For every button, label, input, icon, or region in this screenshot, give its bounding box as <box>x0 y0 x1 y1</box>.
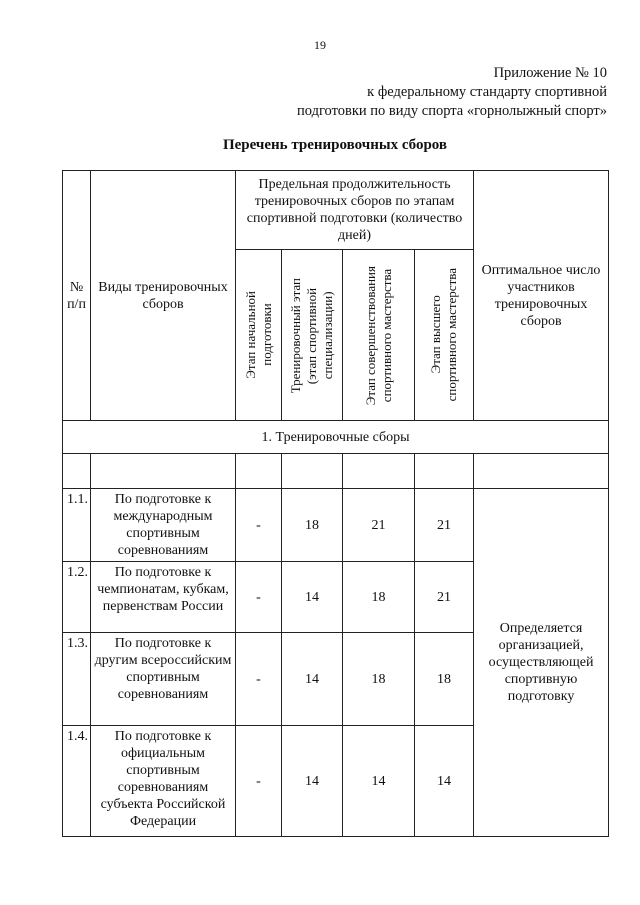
row-stage-3: 14 <box>343 726 415 837</box>
row-stage-4: 21 <box>415 562 474 633</box>
header-stage-3-line-1: Этап совершенствования <box>362 265 378 405</box>
row-stage-4: 21 <box>415 489 474 562</box>
header-kind: Виды тренировочных сборов <box>91 171 236 421</box>
header-stage-4-line-1: Этап высшего <box>428 296 444 375</box>
header-stage-1-line-1: Этап начальной <box>242 291 258 379</box>
spacer-cell <box>236 454 282 489</box>
spacer-cell <box>343 454 415 489</box>
appendix-line-2: к федеральному стандарту спортивной <box>367 84 607 100</box>
row-kind: По подготовке к официальным спортивным соревнованиям субъекта Российской Федерации <box>91 726 236 837</box>
spacer-cell <box>282 454 343 489</box>
row-stage-3: 21 <box>343 489 415 562</box>
row-stage-1: - <box>236 562 282 633</box>
appendix-line-1: Приложение № 10 <box>493 65 607 81</box>
row-stage-1: - <box>236 633 282 726</box>
appendix-line-3: подготовки по виду спорта «горнолыжный спорт» <box>297 103 607 119</box>
appendix-header <box>297 64 607 121</box>
row-stage-2: 18 <box>282 489 343 562</box>
row-stage-3: 18 <box>343 562 415 633</box>
header-stage-3-line-2: спортивного мастерства <box>378 268 394 402</box>
row-stage-2: 14 <box>282 562 343 633</box>
spacer-cell <box>91 454 236 489</box>
row-stage-4: 18 <box>415 633 474 726</box>
table-row <box>63 489 609 562</box>
section-title: 1. Тренировочные сборы <box>63 421 609 454</box>
header-stage-1 <box>236 250 282 421</box>
spacer-cell <box>415 454 474 489</box>
spacer-row <box>63 454 609 489</box>
header-stage-2-line-2: (этап спортивной <box>304 287 319 384</box>
header-stage-4-line-2: спортивного мастерства <box>444 268 460 402</box>
header-duration: Предельная продолжительность тренировочных сборов по этапам спортивной подготовки (количество дней) <box>236 171 474 250</box>
header-stage-1-line-2: подготовки <box>258 303 274 367</box>
row-kind: По подготовке к международным спортивным соревнованиям <box>91 489 236 562</box>
header-stage-2 <box>282 250 343 421</box>
header-stage-4 <box>415 250 474 421</box>
row-kind: По подготовке к чемпионатам, кубкам, первенствам России <box>91 562 236 633</box>
row-stage-3: 18 <box>343 633 415 726</box>
row-num: 1.4. <box>63 726 91 837</box>
row-stage-1: - <box>236 726 282 837</box>
row-stage-2: 14 <box>282 726 343 837</box>
row-kind: По подготовке к другим всероссийским спортивным соревнованиям <box>91 633 236 726</box>
row-stage-1: - <box>236 489 282 562</box>
row-num: 1.3. <box>63 633 91 726</box>
header-row-1 <box>63 171 609 250</box>
optimal-value: Определяется организацией, осуществляющей спортивную подготовку <box>474 489 609 837</box>
spacer-cell <box>474 454 609 489</box>
row-num: 1.1. <box>63 489 91 562</box>
header-num: № п/п <box>63 171 91 421</box>
spacer-cell <box>63 454 91 489</box>
header-stage-3 <box>343 250 415 421</box>
document-title: Перечень тренировочных сборов <box>222 137 448 153</box>
section-row <box>63 421 609 454</box>
row-stage-2: 14 <box>282 633 343 726</box>
header-optimal: Оптимальное число участников тренировочных сборов <box>474 171 609 421</box>
header-stage-2-line-3: специализации) <box>320 291 335 380</box>
page-number: 19 <box>314 38 326 52</box>
row-stage-4: 14 <box>415 726 474 837</box>
training-camps-table <box>62 170 609 837</box>
row-num: 1.2. <box>63 562 91 633</box>
header-stage-2-line-1: Тренировочный этап <box>288 277 303 393</box>
